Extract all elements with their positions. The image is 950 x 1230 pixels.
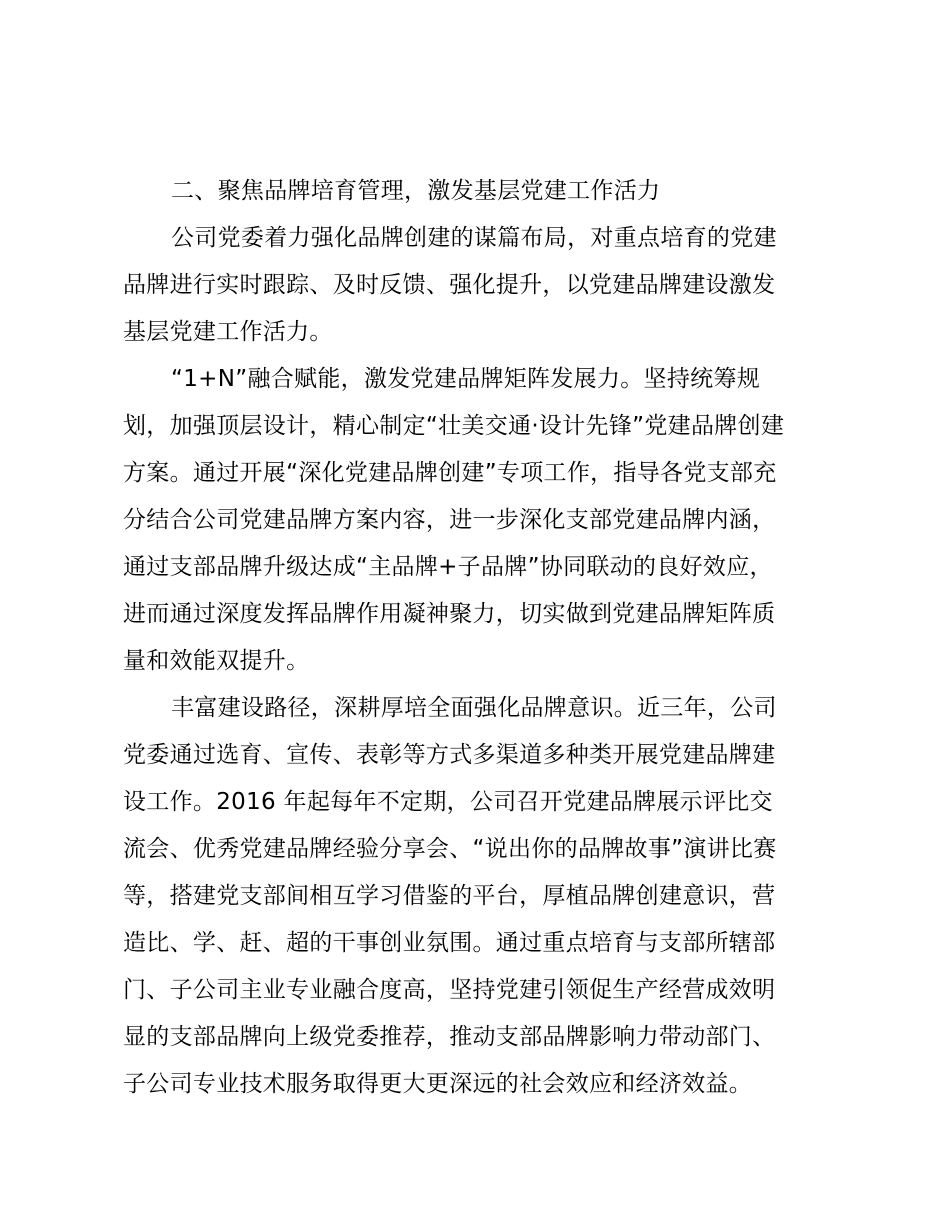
paragraph-line: 基层党建工作活力。	[123, 319, 333, 345]
paragraph-line: 公司党委着力强化品牌创建的谋篇布局，对重点培育的党建	[171, 225, 777, 251]
section-heading: 二、聚焦品牌培育管理，激发基层党建工作活力	[171, 178, 661, 204]
paragraph-line: 设工作。2016 年起每年不定期，公司召开党建品牌展示评比交	[123, 789, 773, 815]
paragraph-line: 分结合公司党建品牌方案内容，进一步深化支部党建品牌内涵，	[123, 507, 776, 533]
paragraph-line: 方案。通过开展“深化党建品牌创建”专项工作，指导各党支部充	[123, 460, 777, 486]
paragraph-line: 流会、优秀党建品牌经验分享会、“说出你的品牌故事”演讲比赛	[123, 836, 777, 862]
paragraph-brand-matrix	[123, 356, 829, 685]
paragraph-line: 子公司专业技术服务取得更大更深远的社会效应和经济效益。	[123, 1071, 753, 1097]
paragraph-brand-awareness	[123, 685, 829, 1108]
paragraph-line: 党委通过选育、宣传、表彰等方式多渠道多种类开展党建品牌建	[123, 742, 776, 768]
paragraph-line: 等，搭建党支部间相互学习借鉴的平台，厚植品牌创建意识，营	[123, 883, 776, 909]
paragraph-line: 量和效能双提升。	[123, 648, 310, 674]
paragraph-line: 造比、学、赶、超的干事创业氛围。通过重点培育与支部所辖部	[123, 930, 776, 956]
paragraph-brand-layout	[123, 215, 829, 356]
paragraph-line: 通过支部品牌升级达成“主品牌+子品牌”协同联动的良好效应，	[123, 554, 773, 580]
document-body	[123, 168, 829, 1108]
paragraph-line: 丰富建设路径，深耕厚培全面强化品牌意识。近三年，公司	[171, 695, 777, 721]
paragraph-line: 品牌进行实时跟踪、及时反馈、强化提升，以党建品牌建设激发	[123, 272, 776, 298]
paragraph-line: 进而通过深度发挥品牌作用凝神聚力，切实做到党建品牌矩阵质	[123, 601, 776, 627]
paragraph-line: 显的支部品牌向上级党委推荐，推动支部品牌影响力带动部门、	[123, 1024, 776, 1050]
paragraph-line: 划，加强顶层设计，精心制定“壮美交通·设计先锋”党建品牌创建	[123, 413, 785, 439]
paragraph-line: “1+N”融合赋能，激发党建品牌矩阵发展力。坚持统筹规	[171, 366, 761, 392]
paragraph-line: 门、子公司主业专业融合度高，坚持党建引领促生产经营成效明	[123, 977, 776, 1003]
